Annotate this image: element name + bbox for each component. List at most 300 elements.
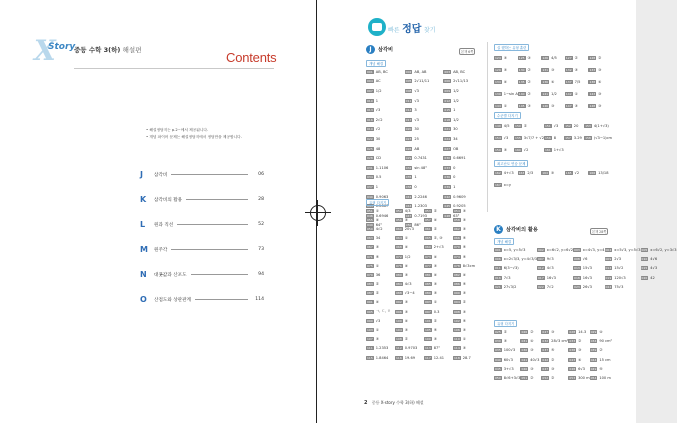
answer-value: ② bbox=[578, 338, 582, 343]
answer-number: 036 bbox=[444, 175, 451, 180]
answer-item bbox=[453, 224, 482, 233]
answer-value: ⑤ bbox=[599, 366, 603, 371]
answer-item bbox=[395, 224, 424, 233]
answer-value: x=6√2, y=3√3 bbox=[650, 247, 677, 252]
answer-value: 1/2 bbox=[551, 92, 557, 96]
answer-number: 148 bbox=[589, 104, 596, 108]
answer-value: 120√3 bbox=[614, 275, 626, 280]
toc-item-j[interactable] bbox=[140, 162, 264, 187]
answer-value: 30 bbox=[453, 127, 458, 132]
page-footer bbox=[364, 400, 424, 406]
answer-number: 108 bbox=[396, 337, 402, 342]
answer-number: 014 bbox=[605, 266, 612, 271]
answer-value: √3 bbox=[414, 117, 419, 122]
answer-value: ③ bbox=[527, 104, 531, 108]
answer-value: 8√6+3√3 bbox=[503, 376, 521, 381]
answer-item bbox=[494, 179, 518, 191]
toc-item-m[interactable] bbox=[140, 237, 264, 262]
answer-number: 050 bbox=[405, 223, 412, 228]
answer-value: ⑤ bbox=[462, 254, 466, 259]
answer-item bbox=[453, 206, 482, 215]
answer-item bbox=[366, 353, 395, 362]
answer-number: 090 bbox=[454, 291, 460, 296]
answer-number: 064 bbox=[396, 236, 402, 241]
answer-item bbox=[494, 88, 518, 100]
answer-value: ④ bbox=[433, 272, 437, 277]
answer-item bbox=[443, 173, 482, 183]
contents-heading: Contents bbox=[226, 50, 277, 65]
answer-number: 002 bbox=[538, 247, 544, 252]
answer-item bbox=[366, 206, 395, 215]
answer-item bbox=[405, 105, 444, 115]
answer-value: 1 bbox=[453, 108, 456, 113]
answer-number: 067 bbox=[367, 245, 373, 250]
answer-value: ① bbox=[433, 300, 437, 305]
answer-value: 1 bbox=[453, 184, 456, 189]
answer-item bbox=[494, 327, 520, 336]
answer-value: ② bbox=[375, 282, 379, 287]
table-of-contents bbox=[140, 162, 264, 312]
answer-value: ② bbox=[433, 226, 437, 231]
answer-item bbox=[494, 52, 518, 64]
answer-value: √2 bbox=[375, 127, 381, 132]
answer-number: 048 bbox=[444, 213, 451, 218]
answer-number: 053 bbox=[425, 208, 431, 213]
answer-number: 042 bbox=[542, 357, 549, 362]
answer-value: ③ bbox=[551, 104, 555, 108]
answer-item bbox=[494, 355, 520, 364]
answer-item bbox=[395, 270, 424, 279]
answer-number: 011 bbox=[495, 266, 501, 271]
answer-value: ④ bbox=[462, 272, 466, 277]
answer-value: ④ bbox=[578, 357, 582, 362]
answer-item bbox=[366, 325, 395, 334]
answer-value: 2√11/13 bbox=[453, 79, 468, 84]
answer-item bbox=[424, 344, 453, 353]
answer-item bbox=[366, 252, 395, 261]
answer-number: 037 bbox=[367, 184, 373, 189]
answer-value: ③ bbox=[375, 337, 379, 342]
answer-item bbox=[366, 335, 395, 344]
answer-number: 049 bbox=[367, 223, 373, 228]
answer-number: 094 bbox=[454, 300, 460, 305]
answer-number: 006 bbox=[444, 79, 451, 84]
answer-number: 111 bbox=[367, 346, 373, 351]
answer-value: ③ bbox=[462, 309, 466, 314]
answer-grid-k-concept bbox=[494, 245, 677, 291]
answer-number: 032 bbox=[405, 165, 412, 170]
answer-number: 157 bbox=[565, 136, 571, 140]
answer-item bbox=[588, 76, 612, 88]
answer-item bbox=[494, 336, 520, 345]
answer-title bbox=[388, 20, 436, 35]
answer-item bbox=[584, 132, 612, 144]
answer-item bbox=[573, 273, 604, 282]
answer-value: 0 bbox=[414, 184, 417, 189]
answer-value: 3 bbox=[414, 108, 417, 113]
answer-item bbox=[443, 163, 482, 173]
answer-number: 059 bbox=[367, 226, 373, 231]
answer-item bbox=[537, 282, 573, 291]
answer-number: 063 bbox=[367, 236, 373, 241]
answer-number: 023 bbox=[405, 136, 412, 141]
answer-item bbox=[573, 264, 604, 273]
answer-value: ④ bbox=[599, 329, 603, 334]
answer-number: 092 bbox=[396, 300, 402, 305]
answer-item bbox=[366, 270, 395, 279]
answer-number: 003 bbox=[574, 247, 580, 252]
answer-number: 155 bbox=[515, 136, 521, 140]
answer-number: 027 bbox=[542, 329, 549, 334]
toc-label: 삼각비의 활용 bbox=[154, 197, 183, 203]
answer-value: ② bbox=[503, 329, 507, 334]
answer-value: 4√6 bbox=[650, 256, 658, 261]
series-logo bbox=[34, 34, 76, 67]
answer-number: 140 bbox=[518, 92, 525, 96]
answer-item bbox=[366, 86, 405, 96]
answer-value: √3 bbox=[553, 124, 559, 128]
tag-right-mid: 최고난도 연습 문제 bbox=[494, 160, 528, 167]
answer-number: 071 bbox=[367, 254, 373, 259]
answer-number: 079 bbox=[367, 272, 373, 277]
answer-value: x=5, y=5√3 bbox=[503, 247, 526, 252]
answer-value: 40√3 bbox=[530, 357, 540, 362]
answer-value: ③ bbox=[578, 348, 582, 353]
answer-value: 34 bbox=[375, 236, 381, 241]
answer-value: √6 bbox=[582, 256, 588, 261]
answer-item bbox=[443, 125, 482, 135]
answer-value: 300 m bbox=[578, 376, 590, 381]
toc-item-o[interactable] bbox=[140, 287, 264, 312]
answer-item bbox=[605, 245, 641, 254]
answer-item bbox=[541, 64, 565, 76]
footer-text: 중등 X-story 수학 3(하) 해설 bbox=[371, 400, 424, 405]
answer-value: ②, ③ bbox=[433, 236, 443, 241]
answer-value: 19.69 bbox=[404, 355, 416, 360]
section-name: 삼각비 bbox=[378, 46, 394, 53]
answer-item bbox=[366, 125, 405, 135]
answer-value: 1/2 bbox=[453, 117, 459, 122]
answer-number: 029 bbox=[405, 156, 412, 161]
answer-item bbox=[395, 206, 424, 215]
answer-value: ① bbox=[404, 236, 408, 241]
answer-item bbox=[541, 346, 568, 355]
note-line: • 개념 파이어 문제는 해설정답지에서 정답만을 제공합니다. bbox=[146, 135, 242, 139]
answer-value: 13/18 bbox=[598, 171, 609, 175]
answer-value: ④ bbox=[404, 318, 408, 323]
answer-number: 029 bbox=[590, 329, 597, 334]
answer-number: 099 bbox=[367, 318, 373, 323]
answer-item bbox=[405, 67, 444, 77]
answer-value: 20 bbox=[573, 124, 579, 128]
answer-item bbox=[518, 167, 542, 179]
answer-value: ③ bbox=[551, 329, 555, 334]
answer-number: 055 bbox=[367, 217, 373, 222]
answer-number: 150 bbox=[515, 124, 521, 128]
toc-item-l[interactable] bbox=[140, 212, 264, 237]
answer-value: ③ bbox=[433, 263, 437, 268]
answer-value: ② bbox=[527, 80, 531, 84]
answer-number: 021 bbox=[444, 127, 451, 132]
toc-leader-line bbox=[171, 249, 248, 250]
answer-item bbox=[573, 282, 604, 291]
answer-value: 0.6691 bbox=[453, 156, 466, 161]
answer-grid-j-drill bbox=[366, 206, 482, 362]
section-pageref: 본책 28쪽 bbox=[592, 230, 607, 234]
answer-value: 1.2353 bbox=[375, 346, 389, 351]
answer-value: 36 bbox=[375, 272, 381, 277]
answer-value: ② bbox=[462, 300, 466, 305]
answer-item bbox=[520, 355, 541, 364]
answer-item bbox=[537, 254, 573, 263]
answer-number: 142 bbox=[565, 92, 572, 96]
answer-value: AB bbox=[414, 146, 420, 151]
answer-number: 039 bbox=[444, 184, 451, 189]
answer-item bbox=[641, 254, 677, 263]
answer-item bbox=[443, 153, 482, 163]
answer-number: 086 bbox=[454, 282, 460, 287]
answer-value: ④ bbox=[404, 263, 408, 268]
answer-item bbox=[405, 153, 444, 163]
answer-item bbox=[588, 100, 612, 112]
answer-number: 149 bbox=[495, 124, 501, 128]
answer-item bbox=[424, 243, 453, 252]
answer-number: 011 bbox=[405, 98, 412, 103]
answer-number: 053 bbox=[569, 376, 576, 381]
answer-value: 4√3 bbox=[404, 282, 412, 287]
section-name: 삼각비의 활용 bbox=[506, 226, 538, 233]
answer-value: ④ bbox=[433, 254, 437, 259]
answer-number: 030 bbox=[444, 156, 451, 161]
tag-drill: 유형 다지기 bbox=[366, 199, 389, 206]
tag-confirm: 수준별 다지기 bbox=[494, 112, 521, 119]
answer-value: 0.3 bbox=[433, 309, 440, 314]
crop-mark-icon bbox=[310, 205, 326, 221]
answer-number: 012 bbox=[444, 98, 451, 103]
answer-value: 27√3/2 bbox=[503, 284, 517, 289]
answer-value: 0.6946 bbox=[375, 213, 389, 218]
answer-item bbox=[544, 132, 564, 144]
answer-item bbox=[494, 64, 518, 76]
answer-number: 068 bbox=[396, 245, 402, 250]
answer-value: ③ bbox=[551, 366, 555, 371]
answer-number: 098 bbox=[454, 309, 460, 314]
answer-value: ③ bbox=[598, 104, 602, 108]
answer-item bbox=[405, 182, 444, 192]
answer-item bbox=[395, 353, 424, 362]
answer-value: ① bbox=[375, 328, 379, 333]
answer-item bbox=[584, 120, 612, 132]
answer-number: 097 bbox=[425, 309, 431, 314]
answer-number: 107 bbox=[367, 337, 373, 342]
answer-item bbox=[405, 96, 444, 106]
answer-value: x=2√3/3, y=4√3/3 bbox=[503, 256, 538, 261]
answer-value: ③ bbox=[462, 328, 466, 333]
answer-number: 134 bbox=[495, 80, 501, 84]
answer-number: 167 bbox=[495, 183, 501, 187]
answer-value: ③ bbox=[433, 291, 437, 296]
answer-value: 1/2 bbox=[375, 88, 382, 93]
answer-number: 015 bbox=[641, 266, 648, 271]
answer-item bbox=[366, 67, 405, 77]
answer-number: 018 bbox=[444, 117, 451, 122]
answer-value: 2/3 bbox=[527, 171, 534, 175]
answer-number: 152 bbox=[565, 124, 571, 128]
answer-number: 001 bbox=[495, 247, 501, 252]
answer-item bbox=[395, 215, 424, 224]
answer-value: ⑤ bbox=[375, 254, 379, 259]
answer-number: 040 bbox=[367, 194, 373, 199]
answer-number: 007 bbox=[538, 256, 544, 261]
answer-item bbox=[366, 163, 405, 173]
answer-item bbox=[494, 144, 514, 156]
answer-value: ③ bbox=[375, 245, 379, 250]
answer-item bbox=[443, 115, 482, 125]
answer-value: 30 bbox=[414, 127, 419, 132]
toc-label: 삼각비 bbox=[154, 172, 168, 178]
answer-number: 042 bbox=[444, 194, 451, 199]
answer-number: 144 bbox=[495, 104, 501, 108]
answer-number: 102 bbox=[454, 318, 460, 323]
toc-page-number: 73 bbox=[258, 247, 264, 252]
answer-number: 061 bbox=[425, 226, 431, 231]
answer-number: 127 bbox=[565, 56, 572, 60]
answer-item bbox=[573, 254, 604, 263]
answer-item bbox=[520, 336, 541, 345]
answer-value: ③ bbox=[503, 338, 507, 343]
answer-item bbox=[518, 64, 542, 76]
answer-item bbox=[424, 289, 453, 298]
answer-value: ③ bbox=[404, 309, 408, 314]
answer-item bbox=[366, 280, 395, 289]
answer-grid-k-drill bbox=[494, 327, 612, 383]
answer-number: 025 bbox=[495, 329, 501, 334]
toc-page-number: 94 bbox=[258, 272, 264, 277]
answer-value: 8√3cm bbox=[462, 263, 476, 268]
answer-value: AB, BC bbox=[453, 69, 466, 74]
answer-item bbox=[395, 325, 424, 334]
answer-number: 013 bbox=[574, 266, 580, 271]
answer-value: √2 bbox=[574, 171, 580, 175]
answer-value: ③ bbox=[503, 148, 507, 152]
answer-value: ② bbox=[404, 337, 408, 342]
toc-letter: M bbox=[140, 245, 148, 254]
answer-item bbox=[590, 373, 612, 382]
answer-item bbox=[541, 373, 568, 382]
answer-item bbox=[514, 144, 544, 156]
toc-leader-line bbox=[171, 174, 248, 175]
answer-item bbox=[424, 270, 453, 279]
answer-title-post: 찾기 bbox=[424, 27, 436, 34]
answer-item bbox=[518, 100, 542, 112]
answer-value: ① bbox=[503, 104, 507, 108]
answer-value: 2+√3 bbox=[433, 245, 444, 250]
answer-item bbox=[405, 173, 444, 183]
answer-grid-j-right-mid bbox=[494, 120, 612, 156]
toc-item-k[interactable] bbox=[140, 187, 264, 212]
answer-value: 4/5 bbox=[551, 56, 557, 60]
answer-item bbox=[541, 336, 568, 345]
answer-value: √3 bbox=[375, 108, 381, 113]
answer-value: ⑤ bbox=[433, 328, 437, 333]
toc-item-n[interactable] bbox=[140, 262, 264, 287]
answer-number: 040 bbox=[495, 357, 501, 362]
answer-item bbox=[366, 115, 405, 125]
logo-wordmark: Story bbox=[48, 42, 76, 52]
answer-item bbox=[605, 273, 641, 282]
answer-number: 118 bbox=[454, 355, 460, 360]
answer-number: 162 bbox=[495, 171, 501, 175]
answer-item bbox=[588, 52, 612, 64]
answer-value: ① bbox=[375, 208, 379, 213]
answer-value: ③ bbox=[404, 217, 408, 222]
answer-number: 051 bbox=[367, 208, 373, 213]
answer-item bbox=[453, 316, 482, 325]
answer-item bbox=[424, 353, 453, 362]
tag-right-top: 실 했하는 유형 훈련 bbox=[494, 44, 529, 51]
answer-item bbox=[453, 280, 482, 289]
answer-value: ③ bbox=[462, 208, 466, 213]
answer-item bbox=[405, 77, 444, 87]
answer-number: 141 bbox=[542, 92, 549, 96]
page-number: 2 bbox=[364, 400, 368, 406]
answer-number: 166 bbox=[589, 171, 596, 175]
section-k-header bbox=[494, 224, 538, 234]
toc-letter: N bbox=[140, 270, 147, 279]
answer-number: 066 bbox=[454, 236, 460, 241]
answer-value: 4/3 bbox=[404, 208, 411, 213]
answer-value: 28√3 cm² bbox=[551, 338, 569, 343]
answer-number: 089 bbox=[425, 291, 431, 296]
answer-value: 25 bbox=[414, 136, 419, 141]
answer-grid-j-right-low bbox=[494, 167, 612, 191]
answer-value: ③ bbox=[527, 56, 531, 60]
answer-item bbox=[366, 77, 405, 87]
answer-grid-j-right-top bbox=[494, 52, 612, 112]
answer-item bbox=[366, 224, 395, 233]
answer-number: 165 bbox=[565, 171, 572, 175]
answer-item bbox=[453, 215, 482, 224]
answer-number: 015 bbox=[444, 108, 451, 113]
answer-value: CD bbox=[375, 156, 382, 161]
answer-number: 002 bbox=[405, 69, 412, 74]
answer-value: 6(3−√3) bbox=[503, 266, 519, 271]
answer-number: 072 bbox=[396, 254, 402, 259]
answer-number: 124 bbox=[495, 56, 501, 60]
answer-number: 104 bbox=[396, 328, 402, 333]
answer-item bbox=[514, 132, 544, 144]
answer-value: ④ bbox=[598, 80, 602, 84]
answer-item bbox=[366, 134, 405, 144]
answer-value: ④ bbox=[530, 338, 534, 343]
answer-item bbox=[443, 182, 482, 192]
section-badge: J bbox=[366, 45, 375, 54]
answer-value: ③ bbox=[462, 291, 466, 296]
answer-number: 115 bbox=[367, 355, 373, 360]
answer-item bbox=[541, 167, 565, 179]
answer-value: 0.9609 bbox=[453, 194, 466, 199]
answer-item bbox=[588, 167, 612, 179]
answer-number: 014 bbox=[405, 108, 412, 113]
answer-item bbox=[541, 76, 565, 88]
answer-item bbox=[453, 289, 482, 298]
answer-value: √2 bbox=[523, 148, 529, 152]
answer-value: 20√3 bbox=[404, 226, 414, 231]
book-subtitle: 해설편 bbox=[122, 46, 142, 54]
answer-value: ② bbox=[599, 348, 603, 353]
answer-item bbox=[366, 289, 395, 298]
answer-item bbox=[565, 64, 589, 76]
